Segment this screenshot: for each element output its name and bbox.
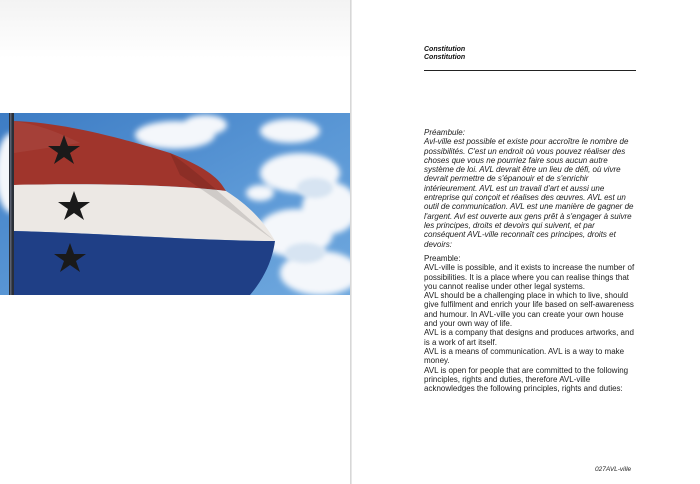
english-paragraph-5: AVL is open for people that are committed to the following principles, rights and duties, therefore AVL-ville acknowledges the following principles, rights and duties: xyxy=(424,365,629,394)
page-header xyxy=(424,46,636,62)
header-rule xyxy=(424,70,636,71)
english-paragraph-3: AVL is a company that designs and produces artworks, and is a work of art itself. xyxy=(424,328,634,347)
page-number: 027AVL-ville xyxy=(595,466,632,473)
french-preamble xyxy=(424,128,638,249)
english-paragraph-1: AVL-ville is possible, and it exists to increase the number of possibilities. It is a place where you can realise things that you cannot realise under other legal systems. xyxy=(424,263,635,291)
english-paragraph-2: AVL should be a challenging place in which to live, should give fulfilment and enrich your life based on self-awareness and humour. In AVL-ville you can create your own house and your own way of life. xyxy=(424,291,634,329)
header-title-english: Constitution xyxy=(424,54,466,61)
english-preamble xyxy=(424,254,638,393)
english-preamble-title: Preamble: xyxy=(424,254,461,263)
header-title-french: Constitution xyxy=(424,46,466,53)
flag-photo xyxy=(0,113,351,295)
french-preamble-title: Préambule: xyxy=(424,128,465,137)
french-preamble-paragraph: Avl-ville est possible et existe pour accroître le nombre de possibilités. C'est un endroit où vous pouvez réaliser des choses que vous ne pourriez faire sous aucun autre système de loi. AVL devrait être un lieu de défi, où vivre devrait permettre de s'épanouir et de s'enrichir intérieurement. AVL est un travail d'art et aussi une entreprise qui conçoit et réalises des œuvres. AVL est un outil de communication. AVL est une manière de gagner de l'argent. Avl est ouverte aux gens prêt à s'engager à suivre les principes, droits et devoirs qui suivent, et par conséquent AVL-ville reconnaît ces principes, droits et devoirs: xyxy=(424,137,634,249)
english-paragraph-4: AVL is a means of communication. AVL is a way to make money. xyxy=(424,346,625,366)
